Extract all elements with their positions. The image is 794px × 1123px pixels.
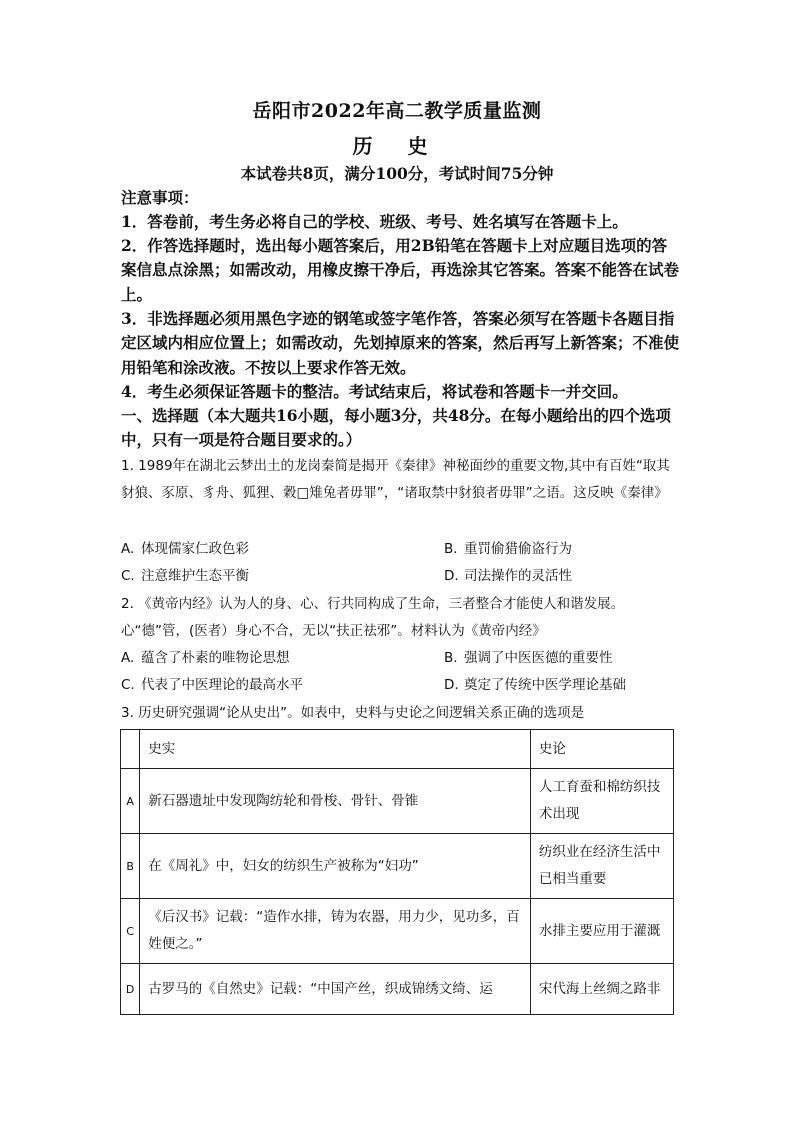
table-cell: 纺织业在经济生活中已相当重要 xyxy=(530,834,673,899)
option-key: C. xyxy=(121,568,135,584)
q2-option-b xyxy=(444,646,613,666)
table-row xyxy=(121,834,674,899)
option-text: 注意维护生态平衡 xyxy=(141,568,249,584)
table-header-row xyxy=(121,730,674,769)
table-row xyxy=(121,769,674,834)
table-header-cell: 史实 xyxy=(140,730,531,769)
option-key: D. xyxy=(444,677,459,693)
table-cell: A xyxy=(121,769,140,834)
table-cell: D xyxy=(121,964,140,1015)
option-text: 强调了中医医德的重要性 xyxy=(464,650,613,666)
subject-title: 历 史 xyxy=(352,134,442,158)
table-row xyxy=(121,899,674,964)
q2-option-a xyxy=(121,646,290,666)
option-text: 体现儒家仁政色彩 xyxy=(141,541,249,557)
option-text: 重罚偷猎偷盗行为 xyxy=(464,541,572,557)
option-key: B. xyxy=(444,541,458,557)
table-header-cell: 史论 xyxy=(530,730,673,769)
table-cell: 古罗马的《自然史》记载：“中国产丝，织成锦绣文绮、运 xyxy=(140,964,531,1015)
table-cell: 人工育蚕和棉纺织技术出现 xyxy=(530,769,673,834)
question-2-stem: 2. 《黄帝内经》认为人的身、心、行共同构成了生命，三者整合才能使人和谐发展。心“德”管，(医者）身心不合，无以“扶正祛邪”。材料认为《黄帝内经》 xyxy=(121,596,625,639)
option-text: 司法操作的灵活性 xyxy=(464,568,572,584)
table-cell: 新石器遗址中发现陶纺轮和骨梭、骨针、骨锥 xyxy=(140,769,531,834)
section-heading: 一、选择题（本大题共16小题，每小题3分，共48分。在每小题给出的四个选项中，只有一项是符合题目要求的。） xyxy=(121,406,671,450)
notice-item-2: 2．作答选择题时，选出每小题答案后，用2B铅笔在答题卡上对应题目选项的答案信息点涂黑；如需改动，用橡皮擦干净后，再选涂其它答案。答案不能答在试卷上。 xyxy=(121,236,680,304)
question-3-stem: 3. 历史研究强调“论从史出”。如表中，史料与史论之间逻辑关系正确的选项是 xyxy=(121,705,585,721)
exam-info: 本试卷共8页，满分100分，考试时间75分钟 xyxy=(240,164,554,183)
table-cell: C xyxy=(121,899,140,964)
option-text: 蕴含了朴素的唯物论思想 xyxy=(141,650,290,666)
notice-item-3: 3．非选择题必须用黑色字迹的钢笔或签字笔作答，答案必须写在答题卡各题目指定区域内相应位置上；如需改动，先划掉原来的答案，然后再写上新答案；不准使用铅笔和涂改液。不按以上要求作答无效。 xyxy=(121,309,680,377)
q2-option-c xyxy=(121,673,303,693)
table-cell: B xyxy=(121,834,140,899)
option-key: C. xyxy=(121,677,135,693)
option-key: A. xyxy=(121,650,135,666)
notice-item-4: 4．考生必须保证答题卡的整洁。考试结束后，将试卷和答题卡一并交回。 xyxy=(121,382,628,401)
question-1-stem: 1. 1989年在湖北云梦出土的龙岗秦简是揭开《秦律》神秘面纱的重要文物,其中有百姓“取其豺狼、豕原、豸舟、狐狸、穀□雉兔者毋罪”，“诸取禁中豺狼者毋罪”之语。这反映《秦律》 xyxy=(121,458,670,501)
q1-option-a xyxy=(121,537,249,557)
option-key: B. xyxy=(444,650,458,666)
q2-option-d xyxy=(444,673,626,693)
exam-title: 岳阳市2022年高二教学质量监测 xyxy=(252,100,542,122)
table-cell: 宋代海上丝绸之路非 xyxy=(530,964,673,1015)
q1-option-b xyxy=(444,537,572,557)
table-cell: 《后汉书》记载：“造作水排，铸为农器，用力少，见功多，百姓便之。” xyxy=(140,899,531,964)
q1-option-d xyxy=(444,564,572,584)
notice-item-1: 1．答卷前，考生务必将自己的学校、班级、考号、姓名填写在答题卡上。 xyxy=(121,212,628,231)
table-cell: 在《周礼》中，妇女的纺织生产被称为“妇功” xyxy=(140,834,531,899)
option-text: 奠定了传统中医学理论基础 xyxy=(464,677,626,693)
option-key: A. xyxy=(121,541,135,557)
table-cell: 水排主要应用于灌溉 xyxy=(530,899,673,964)
q1-option-c xyxy=(121,564,249,584)
table-header-cell xyxy=(121,730,140,769)
notice-heading: 注意事项： xyxy=(121,188,199,207)
option-text: 代表了中医理论的最高水平 xyxy=(141,677,303,693)
table-row xyxy=(121,964,674,1015)
option-key: D. xyxy=(444,568,459,584)
history-table xyxy=(120,729,674,1015)
